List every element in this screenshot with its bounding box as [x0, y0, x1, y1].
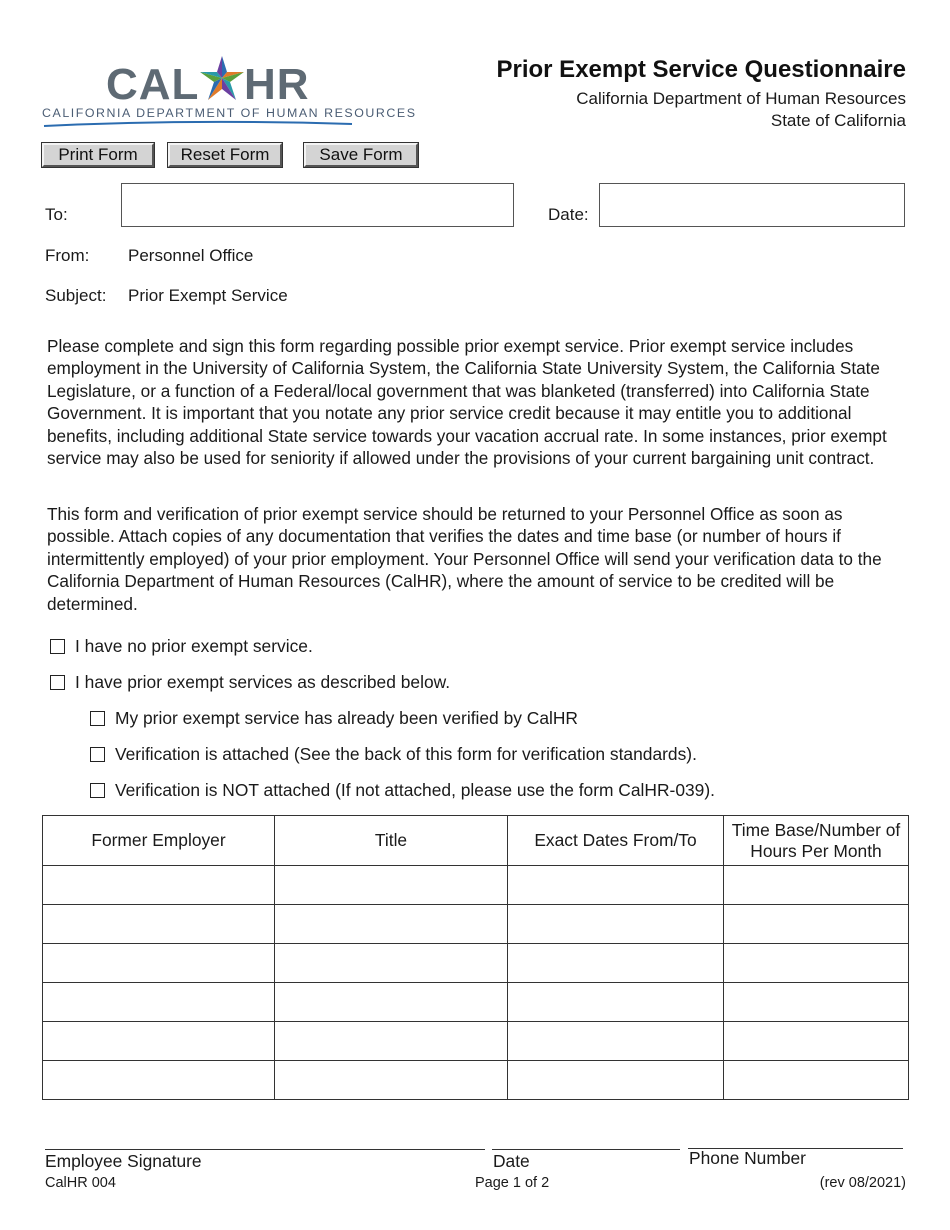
former-employer-input[interactable]: [43, 944, 274, 982]
to-input[interactable]: [121, 183, 514, 227]
option-no-prior-label: I have no prior exempt service.: [75, 636, 313, 656]
option-already-verified[interactable]: [90, 708, 578, 729]
checkbox[interactable]: [90, 783, 105, 798]
former-employer-input[interactable]: [43, 866, 274, 904]
logo-cal-text: CAL: [106, 60, 200, 109]
checkbox[interactable]: [90, 747, 105, 762]
checkbox[interactable]: [50, 639, 65, 654]
title-input[interactable]: [275, 944, 507, 982]
column-header-exact-dates: Exact Dates From/To: [508, 816, 724, 866]
column-header-former-employer: Former Employer: [43, 816, 275, 866]
return-instructions-paragraph: This form and verification of prior exempt service should be returned to your Personnel Office as soon as possible. Attach copies of any documentation that verifies the dates and time base (or number of hours if intermittently employed) of your prior employment. Your Personnel Office will send your verification data to the California Department of Human Resources (CalHR), where the amount of service to be credited will be determined.: [47, 504, 882, 614]
date-label: Date:: [548, 205, 589, 224]
exact-dates-input[interactable]: [508, 1022, 723, 1060]
exact-dates-input[interactable]: [508, 1061, 723, 1099]
former-employer-input[interactable]: [43, 983, 274, 1021]
title-input[interactable]: [275, 1022, 507, 1060]
exact-dates-input[interactable]: [508, 983, 723, 1021]
from-label: From:: [45, 246, 90, 265]
print-form-button[interactable]: Print Form: [42, 143, 154, 167]
employee-signature-line[interactable]: [45, 1149, 485, 1150]
exact-dates-input[interactable]: [508, 944, 723, 982]
employee-signature-label: Employee Signature: [45, 1151, 202, 1171]
option-no-prior-service[interactable]: [50, 636, 313, 657]
subject-value: Prior Exempt Service: [128, 286, 288, 305]
date-input[interactable]: [599, 183, 905, 227]
former-employer-input[interactable]: [43, 1022, 274, 1060]
logo-hr-text: HR: [244, 60, 310, 109]
title-input[interactable]: [275, 1061, 507, 1099]
former-employer-input[interactable]: [43, 1061, 274, 1099]
subject-label: Subject:: [45, 286, 107, 305]
checkbox[interactable]: [50, 675, 65, 690]
star-icon: [196, 54, 248, 104]
employment-table: [42, 815, 909, 1100]
calhr-logo: [40, 54, 417, 130]
time-base-input[interactable]: [724, 1022, 908, 1060]
table-row: [43, 1061, 909, 1100]
table-row: [43, 944, 909, 983]
reset-form-button[interactable]: Reset Form: [168, 143, 282, 167]
option-verification-not-attached[interactable]: [90, 780, 715, 801]
option-has-prior-service[interactable]: [50, 672, 450, 693]
time-base-input[interactable]: [724, 1061, 908, 1099]
table-header-row: [43, 816, 909, 866]
time-base-input[interactable]: [724, 944, 908, 982]
option-has-prior-label: I have prior exempt services as described below.: [75, 672, 451, 692]
phone-number-label: Phone Number: [689, 1148, 806, 1168]
logo-swoosh-decoration: [42, 120, 354, 128]
table-row: [43, 1022, 909, 1061]
table-row: [43, 983, 909, 1022]
form-id: CalHR 004: [45, 1175, 116, 1191]
time-base-input[interactable]: [724, 866, 908, 904]
time-base-input[interactable]: [724, 905, 908, 943]
logo-wordmark: [106, 54, 356, 109]
checkbox[interactable]: [90, 711, 105, 726]
to-label: To:: [45, 205, 68, 224]
time-base-input[interactable]: [724, 983, 908, 1021]
title-input[interactable]: [275, 866, 507, 904]
option-verification-not-attached-label: Verification is NOT attached (If not attached, please use the form CalHR-039).: [115, 780, 715, 800]
table-row: [43, 866, 909, 905]
exact-dates-input[interactable]: [508, 905, 723, 943]
column-header-title: Title: [275, 816, 508, 866]
save-form-button[interactable]: Save Form: [304, 143, 418, 167]
former-employer-input[interactable]: [43, 905, 274, 943]
instructions-paragraph: Please complete and sign this form regarding possible prior exempt service. Prior exempt service includes employment in the University of California System, the California State University System, the California State Legislature, or a function of a Federal/local government that was blanketed (transferred) into California State Government. It is important that you notate any prior service credit because it may entitle you to additional benefits, including additional State service towards your vacation accrual rate. In some instances, prior exempt service may also be used for seniority if allowed under the provisions of your current bargaining unit contract.: [47, 336, 887, 469]
title-input[interactable]: [275, 983, 507, 1021]
department-name: California Department of Human Resources: [576, 89, 906, 108]
column-header-time-base: Time Base/Number of Hours Per Month: [724, 816, 909, 866]
page-number: Page 1 of 2: [475, 1175, 550, 1191]
page-title: Prior Exempt Service Questionnaire: [496, 56, 906, 83]
title-input[interactable]: [275, 905, 507, 943]
exact-dates-input[interactable]: [508, 866, 723, 904]
option-already-verified-label: My prior exempt service has already been verified by CalHR: [115, 708, 578, 728]
revision-date: (rev 08/2021): [819, 1175, 906, 1191]
option-verification-attached[interactable]: [90, 744, 697, 765]
table-row: [43, 905, 909, 944]
option-verification-attached-label: Verification is attached (See the back of this form for verification standards).: [115, 744, 697, 764]
signature-date-line[interactable]: [492, 1149, 680, 1150]
state-name: State of California: [770, 111, 906, 130]
logo-tagline: CALIFORNIA DEPARTMENT OF HUMAN RESOURCES: [42, 106, 417, 120]
from-value: Personnel Office: [128, 246, 254, 265]
signature-date-label: Date: [493, 1151, 530, 1171]
